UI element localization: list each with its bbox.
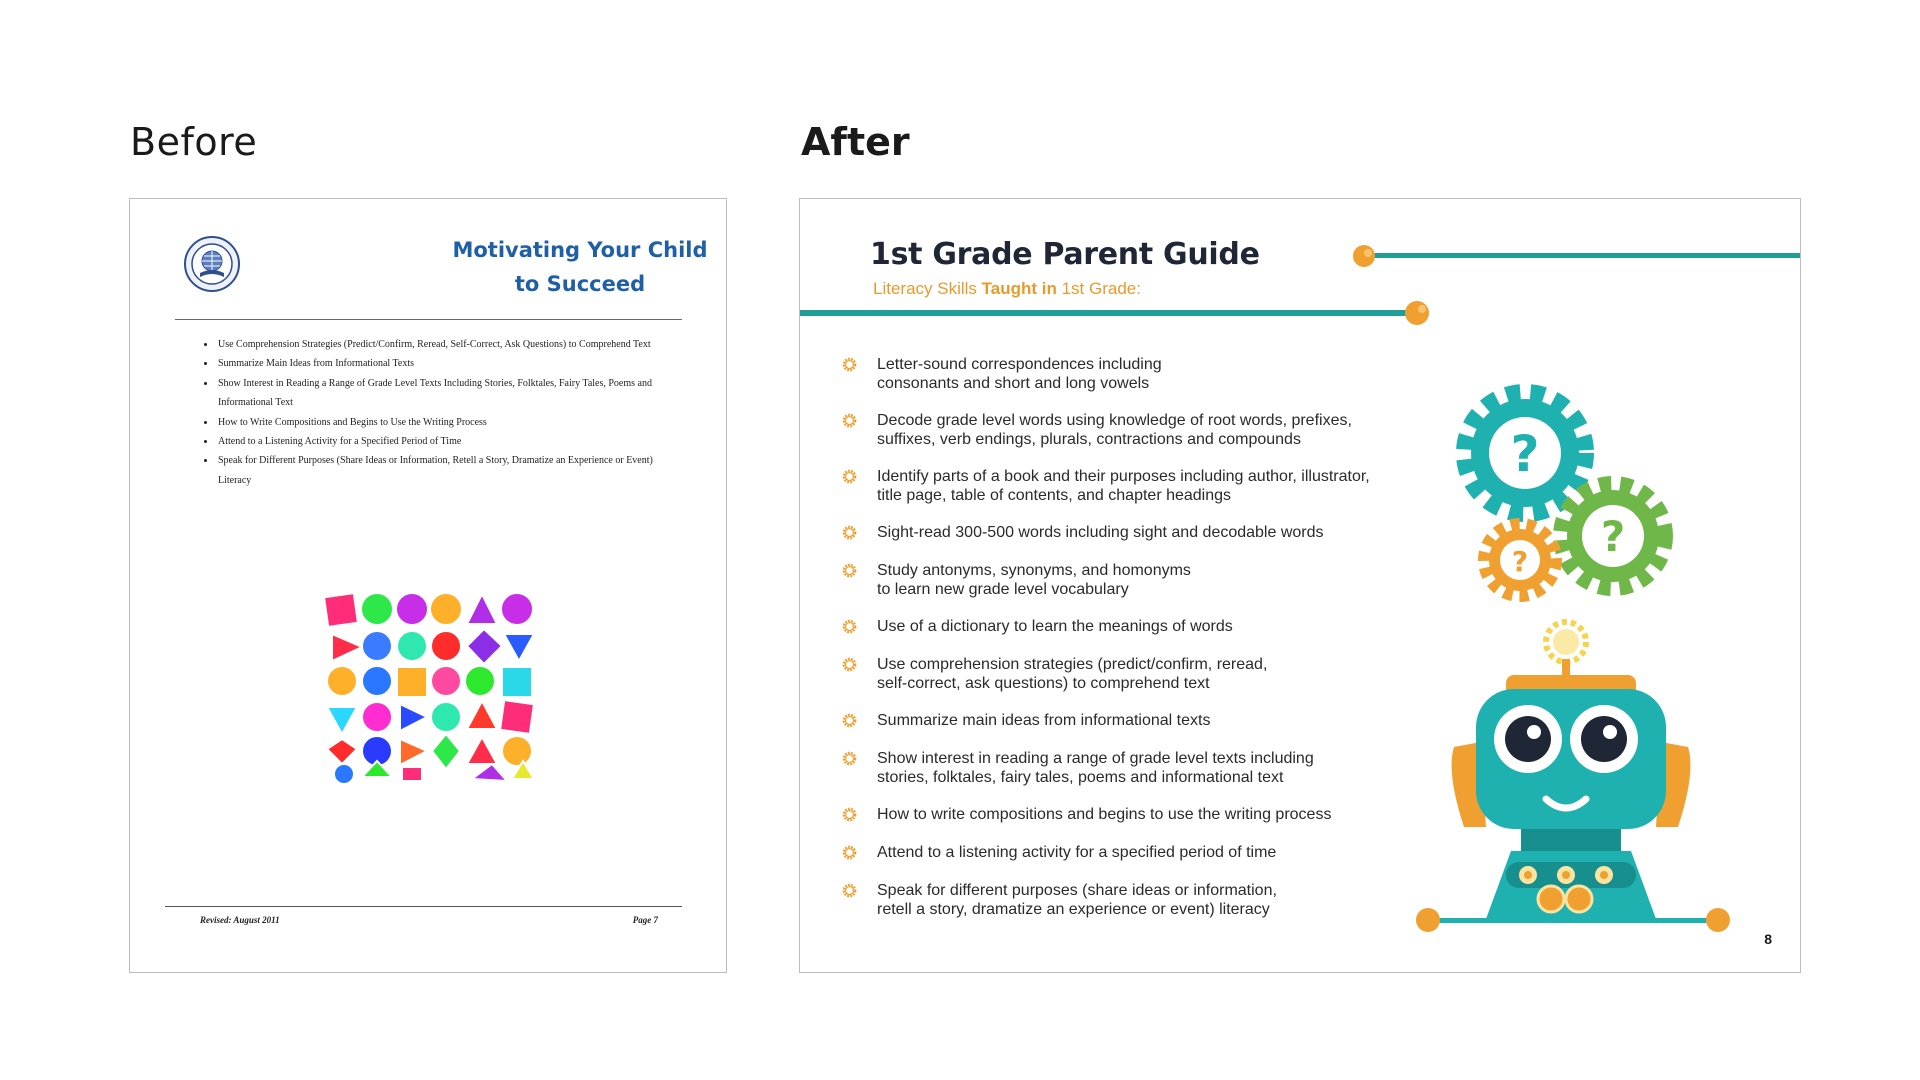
list-item (840, 805, 1380, 824)
list-item (840, 467, 1380, 505)
skill-line: Decode grade level words using knowledge of root words, prefixes, (877, 412, 1352, 429)
antenna-icon (1546, 622, 1586, 679)
gear-bullet-icon (840, 843, 859, 862)
teal-accent-bar-bottom (800, 310, 1416, 316)
skill-line: retell a story, dramatize an experience or event) literacy (877, 901, 1270, 918)
gear-bullet-icon (840, 523, 859, 542)
list-item (840, 617, 1380, 636)
skill-line: Summarize main ideas from informational texts (877, 712, 1211, 729)
list-item (840, 655, 1380, 693)
subtitle-pre: Literacy Skills (873, 279, 982, 298)
list-item (840, 355, 1380, 393)
list-item: • Summarize Main Ideas from Informational Texts (216, 354, 682, 373)
before-title (430, 233, 730, 301)
skill-line: Sight-read 300-500 words including sight and decodable words (877, 524, 1324, 541)
before-page (129, 198, 727, 973)
before-title-line1: Motivating Your Child (452, 238, 708, 262)
gear-bullet-icon (840, 467, 859, 486)
list-item (840, 749, 1380, 787)
list-item (840, 711, 1380, 730)
gear-bullet-icon (840, 617, 859, 636)
gear-bullet-icon (840, 749, 859, 768)
robot-head-icon (1452, 675, 1691, 829)
list-item (840, 843, 1380, 862)
skill-line: Study antonyms, synonyms, and homonyms (877, 562, 1191, 579)
svg-text:?: ? (1511, 545, 1529, 578)
gear-bullet-icon (840, 711, 859, 730)
list-item (840, 523, 1380, 542)
page-number: 8 (1764, 931, 1772, 947)
gear-bullet-icon (840, 561, 859, 580)
robot-body-icon (1416, 829, 1730, 932)
skill-line: How to write compositions and begins to use the writing process (877, 806, 1332, 823)
skill-line: consonants and short and long vowels (877, 375, 1150, 392)
footer-divider (165, 906, 682, 907)
orange-dot-bottom (1405, 301, 1429, 325)
list-item (840, 561, 1380, 599)
gear-bullet-icon (840, 411, 859, 430)
skills-list (840, 355, 1380, 937)
skill-line: stories, folktales, fairy tales, poems and informational text (877, 769, 1284, 786)
skill-line: Identify parts of a book and their purposes including author, illustrator, (877, 468, 1370, 485)
colorful-shapes-clipart (322, 589, 537, 784)
orange-question-gear-icon (1484, 524, 1556, 596)
skill-line: Use comprehension strategies (predict/confirm, reread, (877, 656, 1268, 673)
gear-bullet-icon (840, 355, 859, 374)
skill-line: Speak for different purposes (share ideas or information, (877, 882, 1277, 899)
guide-subtitle (873, 279, 1141, 299)
before-skills-list (198, 335, 682, 490)
skill-line: Attend to a listening activity for a specified period of time (877, 844, 1277, 861)
list-item: • Attend to a Listening Activity for a Specified Period of Time (216, 432, 682, 451)
robot-with-gears-illustration (1416, 377, 1786, 947)
subtitle-bold: Taught in (981, 279, 1057, 298)
skill-line: self-correct, ask questions) to comprehend text (877, 675, 1210, 692)
footer-page-number: Page 7 (632, 915, 658, 925)
skill-line: Use of a dictionary to learn the meanings of words (877, 618, 1233, 635)
list-item: • Speak for Different Purposes (Share Ideas or Information, Retell a Story, Dramatize an Experience or Event) Literacy (216, 451, 682, 490)
subtitle-post: 1st Grade: (1056, 279, 1141, 298)
list-item (840, 881, 1380, 919)
skill-line: to learn new grade level vocabulary (877, 581, 1129, 598)
svg-text:?: ? (1510, 425, 1540, 483)
teal-question-gear-icon (1465, 393, 1585, 513)
teal-accent-bar-top (1368, 253, 1801, 258)
gear-bullet-icon (840, 805, 859, 824)
list-item: • Show Interest in Reading a Range of Grade Level Texts Including Stories, Folktales, Fairy Tales, Poems and Informational Text (216, 374, 682, 413)
footer-revised: Revised: August 2011 (200, 915, 280, 925)
gear-bullet-icon (840, 881, 859, 900)
before-title-line2: to Succeed (514, 272, 646, 296)
after-page (799, 198, 1801, 973)
skill-line: suffixes, verb endings, plurals, contractions and compounds (877, 431, 1301, 448)
skill-line: Show interest in reading a range of grade level texts including (877, 750, 1314, 767)
list-item: • Use Comprehension Strategies (Predict/Confirm, Reread, Self-Correct, Ask Questions) to Comprehend Text (216, 335, 682, 354)
header-divider (175, 319, 682, 320)
after-heading: After (801, 120, 910, 164)
orange-dot-top (1353, 245, 1375, 267)
skill-line: Letter-sound correspondences including (877, 356, 1162, 373)
list-item (840, 411, 1380, 449)
before-heading: Before (130, 120, 258, 164)
svg-text:?: ? (1600, 512, 1626, 561)
school-seal-logo (183, 235, 241, 293)
list-item: • How to Write Compositions and Begins to Use the Writing Process (216, 413, 682, 432)
gear-bullet-icon (840, 655, 859, 674)
guide-title: 1st Grade Parent Guide (870, 237, 1260, 272)
green-question-gear-icon (1561, 484, 1665, 588)
skill-line: title page, table of contents, and chapter headings (877, 487, 1232, 504)
